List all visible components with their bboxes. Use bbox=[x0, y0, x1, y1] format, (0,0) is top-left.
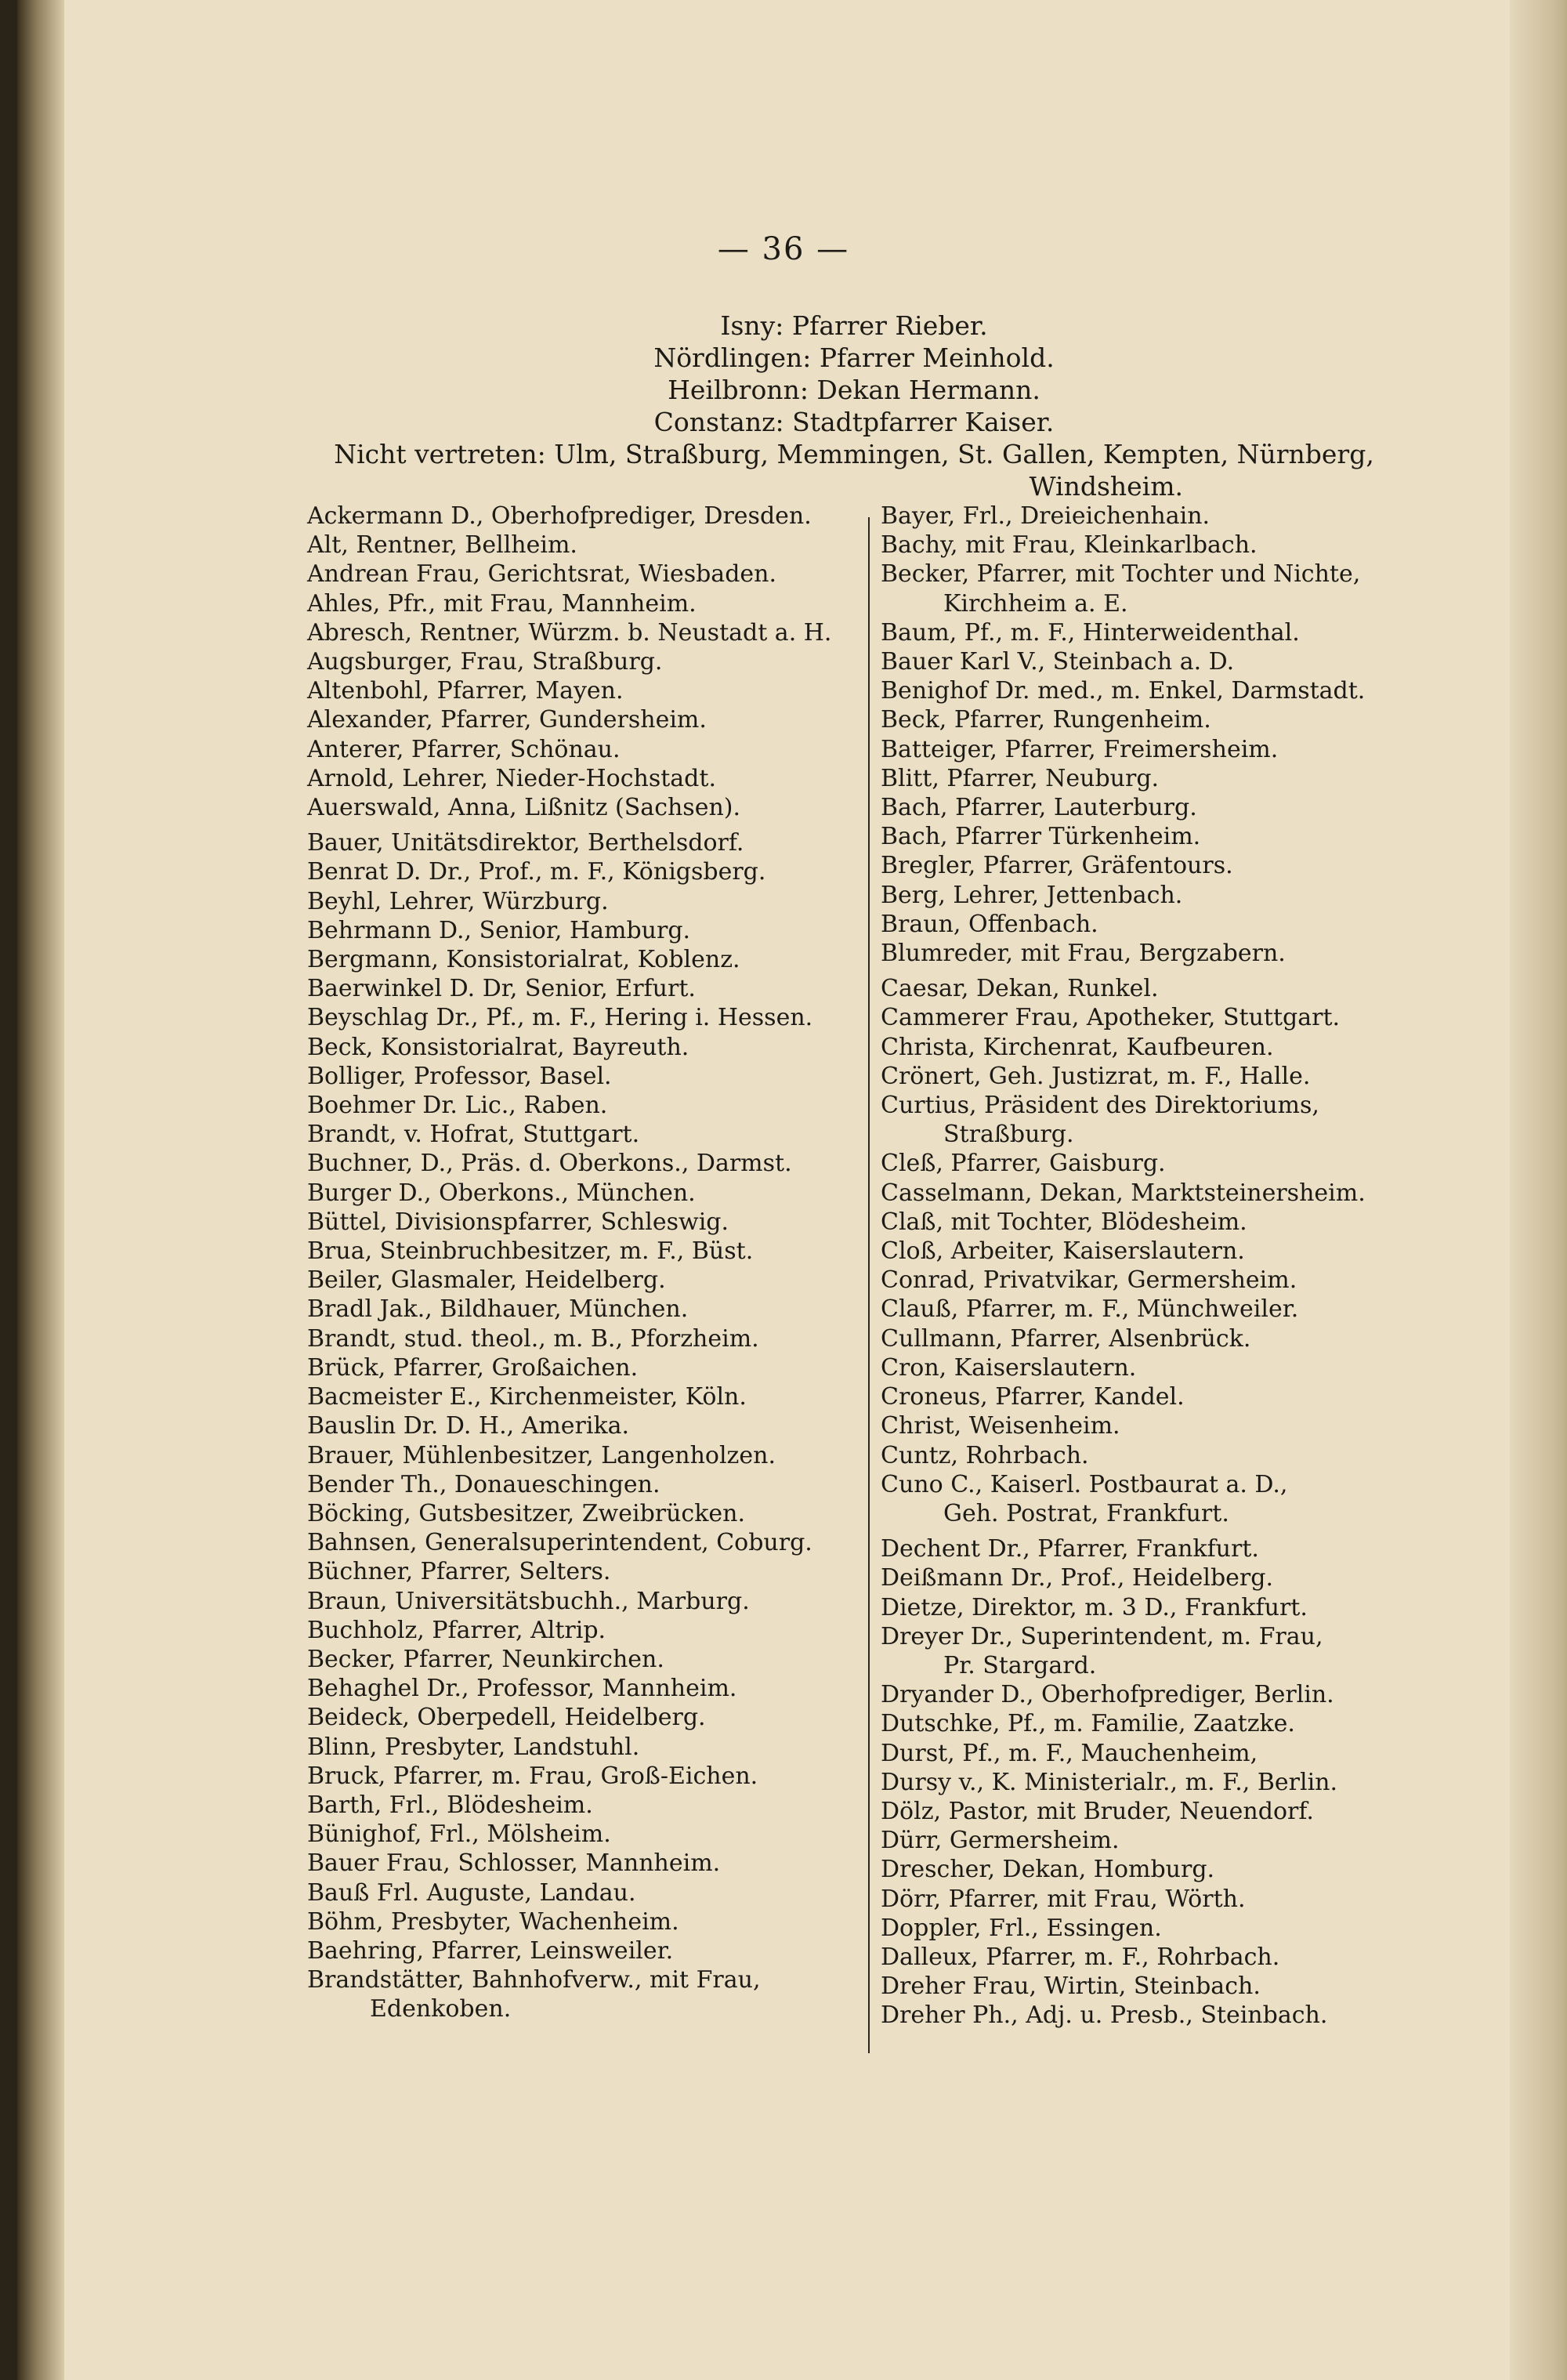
name-entry: Bolliger, Professor, Basel. bbox=[307, 1062, 612, 1090]
name-entry: Auerswald, Anna, Lißnitz (Sachsen). bbox=[307, 794, 741, 822]
name-entry: Cammerer Frau, Apotheker, Stuttgart. bbox=[881, 1004, 1341, 1032]
name-entry: Bregler, Pfarrer, Gräfentours. bbox=[881, 852, 1233, 880]
name-entry: Bauer Karl V., Steinbach a. D. bbox=[881, 648, 1235, 676]
name-entry: Dryander D., Oberhofprediger, Berlin. bbox=[881, 1681, 1334, 1709]
name-entry: Blinn, Presbyter, Landstuhl. bbox=[307, 1733, 640, 1761]
name-entry: Alt, Rentner, Bellheim. bbox=[307, 531, 577, 560]
name-entry: Bruck, Pfarrer, m. Frau, Groß-Eichen. bbox=[307, 1762, 758, 1790]
name-entry: Bachy, mit Frau, Kleinkarlbach. bbox=[881, 531, 1258, 560]
name-entry: Bauslin Dr. D. H., Amerika. bbox=[307, 1412, 630, 1440]
name-entry: Curtius, Präsident des Direktoriums, bbox=[881, 1092, 1319, 1120]
name-entry: Ackermann D., Oberhofprediger, Dresden. bbox=[307, 502, 812, 530]
name-entry: Dreher Ph., Adj. u. Presb., Steinbach. bbox=[881, 2001, 1328, 2030]
name-entry: Bauer Frau, Schlosser, Mannheim. bbox=[307, 1849, 721, 1878]
name-entry: Durst, Pf., m. F., Mauchenheim, bbox=[881, 1739, 1258, 1767]
name-entry: Anterer, Pfarrer, Schönau. bbox=[307, 735, 621, 763]
name-entry: Bauer, Unitätsdirektor, Berthelsdorf. bbox=[307, 829, 744, 857]
name-entry: Batteiger, Pfarrer, Freimersheim. bbox=[881, 735, 1279, 763]
name-entry: Beyschlag Dr., Pf., m. F., Hering i. Hessen. bbox=[307, 1004, 813, 1032]
name-entry: Brandstätter, Bahnhofverw., mit Frau, bbox=[307, 1966, 761, 1994]
name-entry: Beideck, Oberpedell, Heidelberg. bbox=[307, 1704, 706, 1732]
delegate-line: Constanz: Stadtpfarrer Kaiser. bbox=[653, 407, 1055, 437]
left-column bbox=[307, 502, 856, 2024]
book-binding bbox=[17, 0, 64, 2380]
name-entry: Cron, Kaiserslautern. bbox=[881, 1353, 1137, 1382]
name-entry: Beiler, Glasmaler, Heidelberg. bbox=[307, 1266, 666, 1295]
name-entry: Büttel, Divisionspfarrer, Schleswig. bbox=[307, 1208, 729, 1236]
name-entry: Doppler, Frl., Essingen. bbox=[881, 1914, 1162, 1942]
name-entry: Cuno C., Kaiserl. Postbaurat a. D., bbox=[881, 1470, 1288, 1498]
name-entry: Burger D., Oberkons., München. bbox=[307, 1179, 696, 1207]
name-entry: Bacmeister E., Kirchenmeister, Köln. bbox=[307, 1383, 747, 1411]
page-inner-edge bbox=[1510, 0, 1567, 2380]
name-entry: Clauß, Pfarrer, m. F., Münchweiler. bbox=[881, 1295, 1299, 1324]
name-entry: Caesar, Dekan, Runkel. bbox=[881, 975, 1159, 1003]
name-entry: Pr. Stargard. bbox=[943, 1651, 1097, 1679]
name-entry: Bender Th., Donaueschingen. bbox=[307, 1470, 660, 1498]
name-entry: Cullmann, Pfarrer, Alsenbrück. bbox=[881, 1324, 1251, 1353]
name-entry: Braun, Universitätsbuchh., Marburg. bbox=[307, 1587, 750, 1615]
name-entry: Becker, Pfarrer, Neunkirchen. bbox=[307, 1645, 664, 1673]
name-entry: Christ, Weisenheim. bbox=[881, 1412, 1120, 1440]
name-entry: Croneus, Pfarrer, Kandel. bbox=[881, 1383, 1185, 1411]
name-entry: Brauer, Mühlenbesitzer, Langenholzen. bbox=[307, 1441, 776, 1469]
name-entry: Buchholz, Pfarrer, Altrip. bbox=[307, 1616, 606, 1644]
name-entry: Beck, Pfarrer, Rungenheim. bbox=[881, 706, 1211, 734]
name-entry: Behaghel Dr., Professor, Mannheim. bbox=[307, 1675, 737, 1703]
name-entry: Andrean Frau, Gerichtsrat, Wiesbaden. bbox=[307, 560, 777, 589]
name-entry: Bradl Jak., Bildhauer, München. bbox=[307, 1295, 689, 1324]
name-entry: Alexander, Pfarrer, Gundersheim. bbox=[307, 706, 707, 734]
name-entry: Boehmer Dr. Lic., Raben. bbox=[307, 1092, 608, 1120]
name-entry: Ahles, Pfr., mit Frau, Mannheim. bbox=[307, 589, 697, 618]
name-entry: Kirchheim a. E. bbox=[943, 589, 1128, 618]
page-number: — 36 — bbox=[717, 231, 850, 267]
name-entry: Brandt, stud. theol., m. B., Pforzheim. bbox=[307, 1324, 759, 1353]
right-column bbox=[881, 502, 1492, 2030]
name-entry: Dürr, Germersheim. bbox=[881, 1827, 1120, 1855]
name-entry: Dölz, Pastor, mit Bruder, Neuendorf. bbox=[881, 1797, 1314, 1825]
name-entry: Becker, Pfarrer, mit Tochter und Nichte, bbox=[881, 560, 1361, 589]
name-entry: Crönert, Geh. Justizrat, m. F., Halle. bbox=[881, 1062, 1311, 1090]
name-entry: Dreher Frau, Wirtin, Steinbach. bbox=[881, 1972, 1261, 2001]
name-entry: Casselmann, Dekan, Marktsteinersheim. bbox=[881, 1179, 1366, 1207]
name-entry: Berg, Lehrer, Jettenbach. bbox=[881, 881, 1183, 909]
name-entry: Beck, Konsistorialrat, Bayreuth. bbox=[307, 1033, 689, 1061]
name-entry: Christa, Kirchenrat, Kaufbeuren. bbox=[881, 1033, 1274, 1061]
name-entry: Dutschke, Pf., m. Familie, Zaatzke. bbox=[881, 1710, 1295, 1738]
name-entry: Dursy v., K. Ministerialr., m. F., Berlin. bbox=[881, 1768, 1338, 1796]
name-entry: Blitt, Pfarrer, Neuburg. bbox=[881, 764, 1160, 792]
name-entry: Edenkoben. bbox=[370, 1995, 512, 2023]
name-entry: Claß, mit Tochter, Blödesheim. bbox=[881, 1208, 1247, 1236]
delegate-line: Isny: Pfarrer Rieber. bbox=[720, 310, 988, 341]
name-entry: Drescher, Dekan, Homburg. bbox=[881, 1856, 1215, 1884]
delegate-line: Heilbronn: Dekan Hermann. bbox=[668, 375, 1040, 405]
name-entry: Bauß Frl. Auguste, Landau. bbox=[307, 1878, 636, 1907]
name-entry: Deißmann Dr., Prof., Heidelberg. bbox=[881, 1564, 1273, 1592]
name-entry: Böhm, Presbyter, Wachenheim. bbox=[307, 1907, 679, 1936]
name-entry: Braun, Offenbach. bbox=[881, 910, 1098, 938]
name-entry: Augsburger, Frau, Straßburg. bbox=[307, 648, 663, 676]
name-entry: Dechent Dr., Pfarrer, Frankfurt. bbox=[881, 1535, 1259, 1563]
name-entry: Baehring, Pfarrer, Leinsweiler. bbox=[307, 1936, 674, 1965]
name-entry: Blumreder, mit Frau, Bergzabern. bbox=[881, 940, 1286, 968]
name-entry: Baerwinkel D. Dr, Senior, Erfurt. bbox=[307, 975, 696, 1003]
name-entry: Benighof Dr. med., m. Enkel, Darmstadt. bbox=[881, 677, 1366, 705]
name-entry: Arnold, Lehrer, Nieder-Hochstadt. bbox=[307, 764, 716, 792]
name-entry: Böcking, Gutsbesitzer, Zweibrücken. bbox=[307, 1499, 746, 1527]
name-entry: Büchner, Pfarrer, Selters. bbox=[307, 1558, 611, 1586]
name-entry: Cleß, Pfarrer, Gaisburg. bbox=[881, 1150, 1166, 1178]
delegates-block bbox=[313, 310, 1395, 502]
name-entry: Brück, Pfarrer, Großaichen. bbox=[307, 1353, 639, 1382]
name-entry: Beyhl, Lehrer, Würzburg. bbox=[307, 887, 609, 915]
name-entry: Brandt, v. Hofrat, Stuttgart. bbox=[307, 1121, 640, 1149]
name-entry: Abresch, Rentner, Würzm. b. Neustadt a. H. bbox=[307, 618, 832, 647]
name-entry: Bahnsen, Generalsuperintendent, Coburg. bbox=[307, 1529, 812, 1557]
name-entry: Behrmann D., Senior, Hamburg. bbox=[307, 916, 691, 944]
name-entry: Dörr, Pfarrer, mit Frau, Wörth. bbox=[881, 1885, 1246, 1913]
name-entry: Conrad, Privatvikar, Germersheim. bbox=[881, 1266, 1297, 1295]
delegate-line: Nördlingen: Pfarrer Meinhold. bbox=[653, 342, 1055, 373]
name-entry: Bergmann, Konsistorialrat, Koblenz. bbox=[307, 946, 740, 974]
delegate-line: Nicht vertreten: Ulm, Straßburg, Memmingen, St. Gallen, Kempten, Nürnberg, bbox=[334, 439, 1374, 469]
name-entry: Dreyer Dr., Superintendent, m. Frau, bbox=[881, 1622, 1323, 1650]
column-divider bbox=[868, 517, 870, 2053]
name-entry: Cuntz, Rohrbach. bbox=[881, 1441, 1089, 1469]
name-entry: Geh. Postrat, Frankfurt. bbox=[943, 1499, 1229, 1527]
name-entry: Dietze, Direktor, m. 3 D., Frankfurt. bbox=[881, 1593, 1308, 1621]
name-entry: Buchner, D., Präs. d. Oberkons., Darmst. bbox=[307, 1150, 792, 1178]
name-entry: Barth, Frl., Blödesheim. bbox=[307, 1791, 593, 1819]
name-entry: Dalleux, Pfarrer, m. F., Rohrbach. bbox=[881, 1943, 1280, 1971]
name-entry: Straßburg. bbox=[943, 1121, 1074, 1149]
name-entry: Baum, Pf., m. F., Hinterweidenthal. bbox=[881, 618, 1300, 647]
name-entry: Brua, Steinbruchbesitzer, m. F., Büst. bbox=[307, 1237, 754, 1266]
name-entry: Benrat D. Dr., Prof., m. F., Königsberg. bbox=[307, 858, 766, 886]
name-entry: Bach, Pfarrer, Lauterburg. bbox=[881, 794, 1197, 822]
name-entry: Cloß, Arbeiter, Kaiserslautern. bbox=[881, 1237, 1245, 1266]
delegate-line: Windsheim. bbox=[1029, 471, 1183, 502]
name-entry: Altenbohl, Pfarrer, Mayen. bbox=[307, 677, 624, 705]
name-entry: Bünighof, Frl., Mölsheim. bbox=[307, 1820, 611, 1849]
name-entry: Bach, Pfarrer Türkenheim. bbox=[881, 823, 1201, 851]
name-entry: Bayer, Frl., Dreieichenhain. bbox=[881, 502, 1211, 530]
